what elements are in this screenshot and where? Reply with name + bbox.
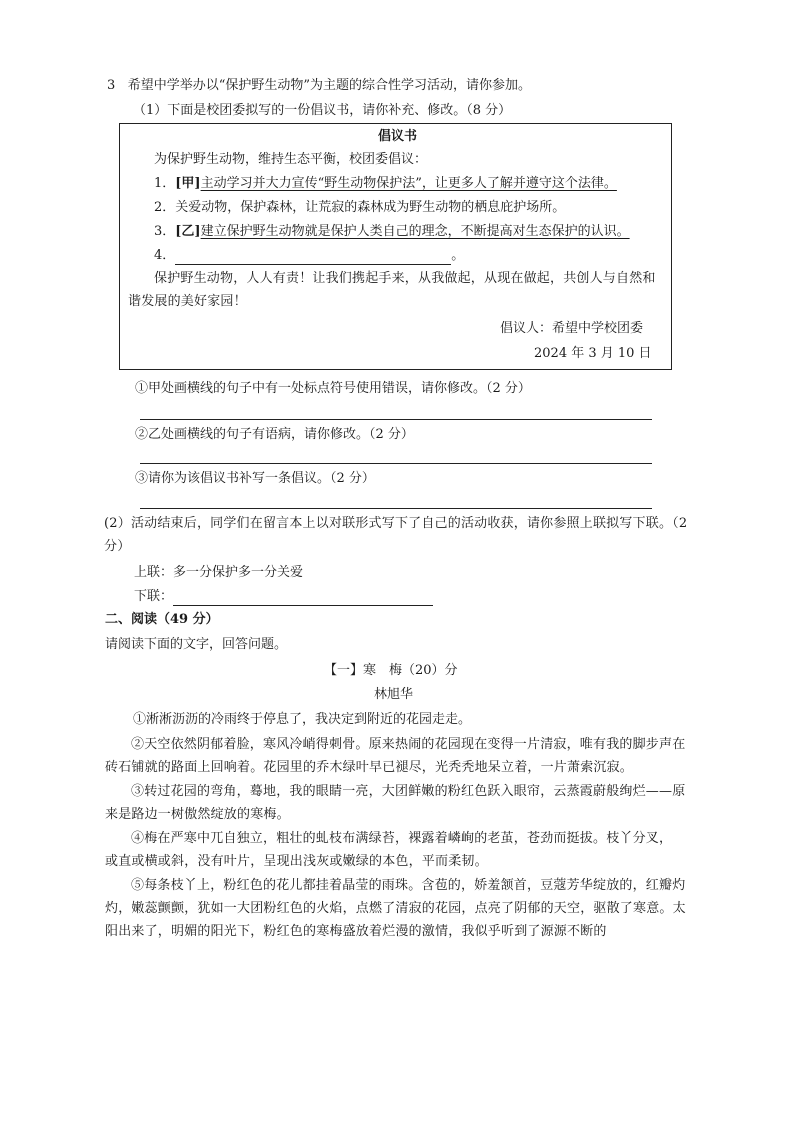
paragraph-3: ③转过花园的弯角，蓦地，我的眼睛一亮，大团鲜嫩的粉红色跃入眼帘，云蒸霞蔚般绚烂——原来是路边一树傲然绽放的寒梅。 bbox=[105, 784, 686, 822]
proposal-title: 倡议书 bbox=[378, 129, 418, 144]
paragraph-2: ②天空依然阴郁着脸，寒风冷峭得刺骨。原来热闹的花园现在变得一片清寂，唯有我的脚步声在砖石铺就的路面上回响着。花园里的乔木绿叶早已褪尽，光秃秃地呆立着，一片萧索沉寂。 bbox=[105, 737, 686, 775]
proposal-item-1: 1．[甲]主动学习并大力宣传“野生动物保护法”，让更多人了解并遵守这个法律。 bbox=[154, 176, 617, 191]
item-jia-tag: [甲] bbox=[175, 176, 201, 191]
answer-line-1[interactable] bbox=[140, 419, 652, 420]
proposal-item-2: 2．关爱动物，保护森林，让荒寂的森林成为野生动物的栖息庇护场所。 bbox=[154, 200, 566, 215]
paragraph-1: ①淅淅沥沥的冷雨终于停息了，我决定到附近的花园走走。 bbox=[133, 712, 472, 727]
answer-line-3[interactable] bbox=[140, 508, 652, 509]
item-4-answer-blank[interactable] bbox=[175, 250, 451, 265]
sub-question-3: ③请你为该倡议书补写一条倡议。（2 分） bbox=[135, 471, 375, 486]
proposal-date: 2024 年 3 月 10 日 bbox=[534, 346, 652, 361]
article-author: 林旭华 bbox=[374, 687, 414, 702]
question-number: 3 bbox=[107, 78, 116, 93]
paragraph-4: ④梅在严寒中兀自独立，粗壮的虬枝布满绿苔，裸露着嶙峋的老茧，苍劲而挺拔。枝丫分叉， 或直或横或斜，没有叶片，呈现出浅灰或嫩绿的本色，平而柔韧。 bbox=[105, 831, 673, 869]
reading-instruction: 请阅读下面的文字，回答问题。 bbox=[105, 637, 288, 652]
item-jia-underlined-text: 主动学习并大力宣传“野生动物保护法”，让更多人了解并遵守这个法律。 bbox=[200, 176, 617, 191]
proposal-closing: 保护野生动物，人人有责！让我们携起手来，从我做起，从现在做起，共创人与自然和谐发展的美好家园！ bbox=[128, 271, 656, 309]
sub-question-1: ①甲处画横线的句子中有一处标点符号使用错误，请你修改。（2 分） bbox=[135, 381, 531, 396]
part-2-prompt: (2）活动结束后，同学们在留言本上以对联形式写下了自己的活动收获，请你参照上联拟写下联。（2 分） bbox=[104, 516, 688, 554]
section-2-heading: 二、阅读（49 分） bbox=[105, 612, 219, 627]
article-title: 【一】寒 梅（20）分 bbox=[324, 663, 458, 678]
part-1-prompt: （1）下面是校团委拟写的一份倡议书，请你补充、修改。（8 分） bbox=[133, 103, 512, 118]
question-3-intro bbox=[107, 77, 531, 95]
proposal-opening: 为保护野生动物，维持生态平衡，校团委倡议： bbox=[154, 152, 428, 167]
question-intro-text: 希望中学举办以“保护野生动物”为主题的综合性学习活动，请你参加。 bbox=[127, 78, 531, 93]
paragraph-5: ⑤每条枝丫上，粉红色的花儿都挂着晶莹的雨珠。含苞的，娇羞颔首，豆蔻芳华绽放的，红瓣灼灼，嫩蕊颤颤，犹如一大团粉红色的火焰，点燃了清寂的花园，点亮了阴郁的天空，驱散了寒意。太阳出来了，明媚的阳光下，粉红色的寒梅盛放着烂漫的激情，我似乎听到了源源不断的 bbox=[105, 878, 686, 939]
item-yi-underlined-text: 建立保护野生动物就是保护人类自己的理念，不断提高对生态保护的认识。 bbox=[200, 224, 630, 239]
proposal-item-3: 3．[乙]建立保护野生动物就是保护人类自己的理念，不断提高对生态保护的认识。 bbox=[154, 224, 630, 239]
answer-line-2[interactable] bbox=[140, 463, 652, 464]
item-yi-tag: [乙] bbox=[175, 224, 201, 239]
proposal-signer: 倡议人：希望中学校团委 bbox=[500, 321, 644, 336]
proposal-item-4: 4． 。 bbox=[154, 248, 465, 263]
lower-couplet: 下联： bbox=[134, 588, 433, 606]
upper-couplet: 上联：多一分保护多一分关爱 bbox=[134, 565, 304, 580]
lower-couplet-blank[interactable] bbox=[173, 591, 433, 606]
sub-question-2: ②乙处画横线的句子有语病，请你修改。（2 分） bbox=[135, 427, 414, 442]
